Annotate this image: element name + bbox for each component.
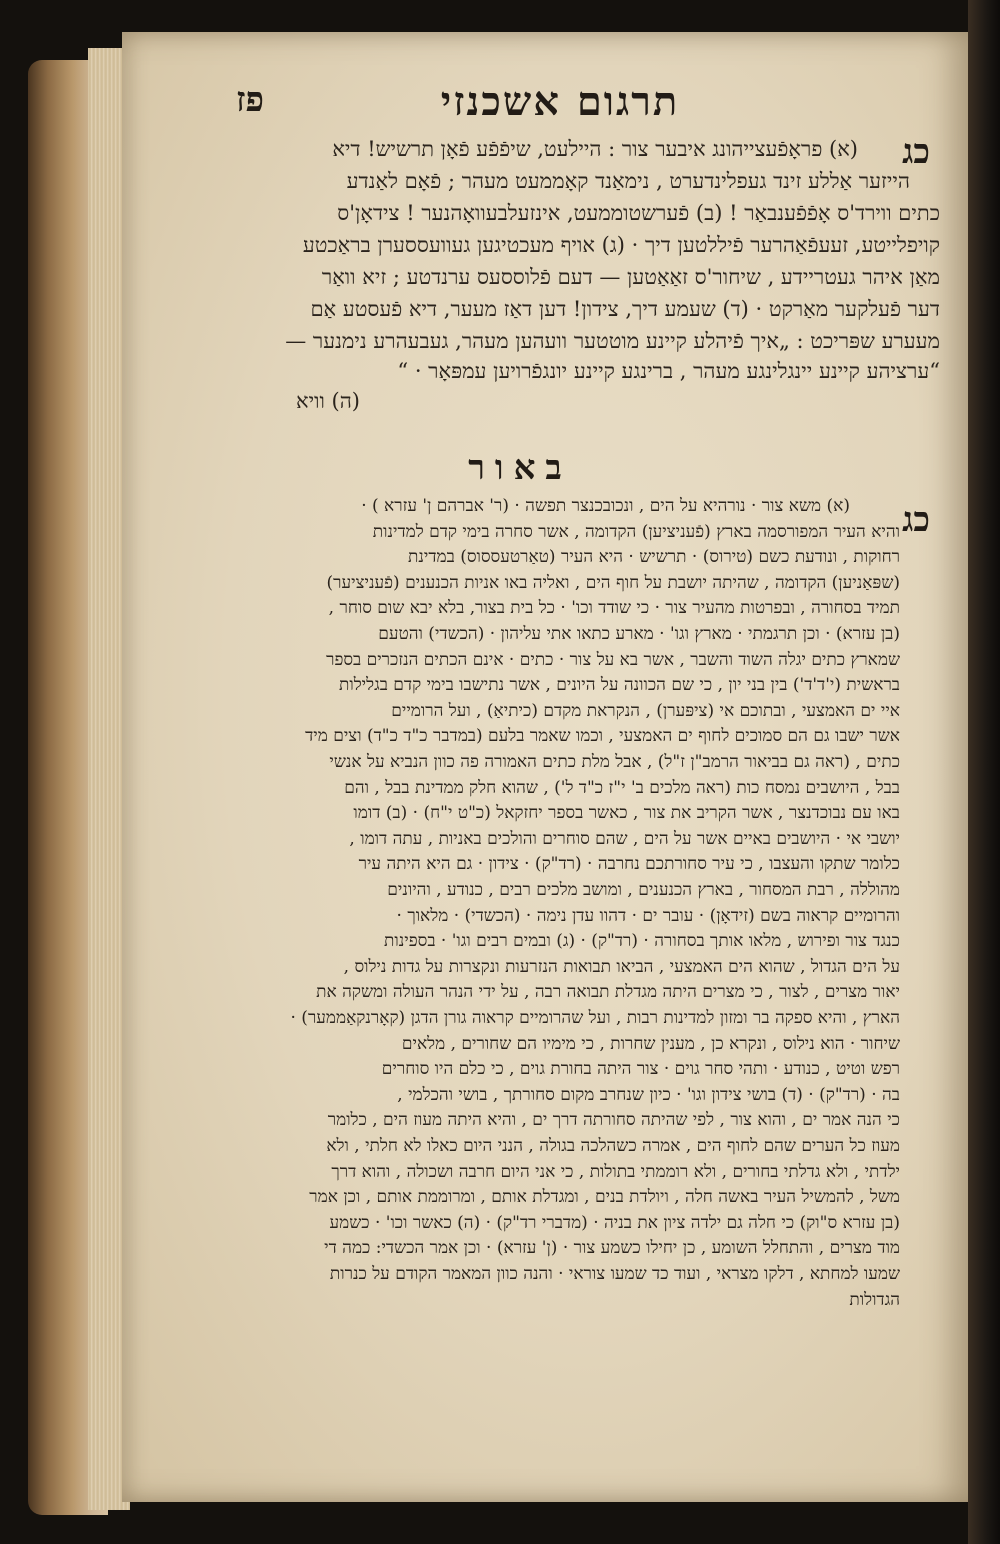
commentary-line: יושבי אי · היושבים באיים אשר על הים , שהם סוחרים והולכים באניות , עתה דומו , [349, 828, 900, 849]
commentary-line: תמיד בסחורה , ובפרטות מהעיר צור · כי שודד וכו' · כל בית בצור, בלא יבא שום סוחר , [328, 598, 900, 619]
commentary-line: בה · (רד"ק) · (ד) בושי צידון וגו' · כיון שנחרב מקום סחורתך , בושי והכלמי , [397, 1084, 900, 1105]
commentary-line: על הים הגדול , שהוא הים האמצעי , הביאו תבואות הנזרעות ונקצרות על גדות נילוס , [343, 956, 900, 977]
commentary-line: הגדולות [849, 1289, 900, 1310]
page-number: פז [236, 80, 264, 120]
commentary-line: יאור מצרים , לצור , כי מצרים היתה מגדלת תבואה רבה , על ידי הנהר העולה ומשקה את [316, 982, 900, 1003]
commentary-line: באו עם נבוכדנצר , אשר הקריב את צור , כאשר בספר יחזקאל (כ"ט י"ח) · (ב) דומו [353, 803, 900, 824]
commentary-line: ילדתי , ולא גדלתי בחורים , ולא רוממתי בתולות , כי אני היום חרבה ושכולה , והוא דרך [331, 1161, 900, 1182]
translation-chapter-number: כג [902, 132, 930, 172]
commentary-line: שיחור · הוא נילוס , ונקרא כן , מענין שחרות , כי מימיו הם שחורים , מלאים [401, 1033, 900, 1054]
commentary-line: הארץ , והיא ספקה בר ומזון למדינות רבות , ועל שהרומיים קראוה גורן הדגן (קאָרנקאַממער) · [290, 1008, 900, 1028]
translation-line: מאַן איהר געטריידע , שיחור'ס זאַאַטען — דעם פֿלוססעס ערנדטע ; זיא וואַר [321, 265, 940, 289]
commentary-line: מהוללה , רבת המסחור , בארץ הכנענים , ומושב מלכים רבים , כנודע , והיונים [387, 880, 900, 900]
commentary-line: והרומיים קראוה בשם (זידאָן) · עובר ים · דהוו עדן נימה · (הכשדי) · מלאוך · [396, 905, 900, 926]
commentary-line: כי הנה אמר ים , והוא צור , לפי שהיתה סחורתה דרך ים , והיא היתה מעוז הים , כלומר [327, 1110, 900, 1131]
commentary-line: (א) משא צור · נורהיא על הים , ונכובכנצר תפשה · (ר' אברהם ן' עזרא ) · [361, 496, 850, 516]
commentary-line: (שפּאַניען) הקדומה , שהיתה יושבת על חוף הים , ואליה באו אניות הכנענים (פֿעניציער) [326, 572, 900, 593]
translation-catchword: (ה) וויא [296, 389, 360, 413]
translation-line: דער פֿעלקער מאַרקט · (ד) שעמע דיך, צידון! דען דאַז מעער, דיא פֿעסטע אַם [310, 297, 940, 321]
commentary-line: משל , להמשיל העיר באשה חלה , ויולדת בנים , ומגדלת אותם , ומרוממת אותם , וכן אמר [309, 1187, 900, 1208]
translation-line: “ערציהע קיינע יינגלינגע מעהר , ברינגע קיינע יונגפֿרויען עמפּאָר · “ [397, 359, 940, 383]
commentary-line: מעוז כל הערים שהם לחוף הים , אמרה כשהלכה בגולה , הנני היום כאלו לא חלתי , ולא [326, 1136, 900, 1156]
commentary-line: בראשית (י'ד'ד') בין בני יון , כי שם הכוונה על היונים , אשר נתישבו בימי קדם בגלילות [339, 675, 900, 696]
commentary-line: כלומר שתקו והעצבו , כי עיר סחורתכם נחרבה · (רד"ק) · צידון · גם היא היתה עיר [358, 854, 900, 875]
translation-line: הייזער אַללע זינד געפלינדערט , נימאַנד קאָממעט מעהר ; פֿאָם לאַנדע [346, 169, 910, 193]
translation-line: קויפלייטע, זעעפֿאַהרער פֿיללטען דיך · (ג) אויף מעכטיגען געוועססערן בראַכטע [302, 233, 940, 257]
commentary-line: (בן עזרא ס"וק) כי חלה גם ילדה ציון את בניה · (מדברי רד"ק) · (ה) כאשר וכו' · כשמע [329, 1212, 900, 1233]
commentary-line: רחוקות , ונודעת כשם (טירוס) · תרשיש · היא העיר (טאַרטעססוס) במדינת [408, 547, 900, 568]
commentary-line: כתים , (ראה גם בביאור הרמב"ן ז"ל) , אבל מלת כתים האמורה פה כוון הנביא על אנשי [329, 752, 900, 772]
running-head: תרגום אשכנזי [440, 78, 680, 125]
commentary-line: בבל , היושבים נמסח כות (ראה מלכים ב' י"ז כ"ד ל') , שהוא חלק ממדינת בבל , והם [344, 777, 900, 798]
translation-line: (א) פראָפֿעצייהונג איבער צור : היילעט, שיפֿפֿע פֿאָן תרשיש! דיא [332, 137, 858, 161]
translation-line: מעערע שפּריכט : „איך פֿיהלע קיינע מוטטער וועהען מעהר, געבעהרע נימנער — [285, 329, 940, 353]
commentary-line: אשר ישבו גם הם סמוכים לחוף ים האמצעי , וכמו שאמר בלעם (במדבר כ"ד כ"ד) וצים מיד [305, 726, 900, 747]
translation-line: כתים ווירד'ס אָפֿפֿענבאַר ! (ב) פֿערשטוממעט, אינזעלבעוואָהנער ! צידאָן'ס [337, 201, 940, 225]
book-gutter [968, 0, 1000, 1544]
commentary-title: באור [468, 448, 572, 488]
commentary-line: איי ים האמצעי , ובתוכם אי (ציפּערן) , הנקראת מקדם (כיתיאַ) , ועל הרומיים [391, 700, 900, 721]
commentary-line: והיא העיר המפורסמה בארץ (פֿעניציען) הקדומה , אשר סחרה בימי קדם למדינות [372, 521, 900, 542]
commentary-line: כנגד צור ופירוש , מלאו אותך בסחורה · (רד"ק) · (ג) ובמים רבים וגו' · בספינות [384, 931, 900, 952]
commentary-line: מוד מצרים , והתחלל השומע , כן יחילו כשמע צור · (ן' עזרא) · וכן אמר הכשדי: כמה די [324, 1238, 900, 1259]
commentary-chapter-number: כג [902, 500, 930, 540]
commentary-line: שמארץ כתים יגלה השוד והשבר , אשר בא על צור · כתים · אינם הכתים הנזכרים בספר [326, 649, 900, 670]
commentary-line: (בן עזרא) · וכן תרגמתי · מארץ וגו' · מארע כתאו אתי עליהון · (הכשדי) והטעם [378, 624, 900, 644]
commentary-line: רפש וטיט , כנודע · ותהי סחר גוים · צור היתה בחורת גוים , כי כלם היו סוחרים [381, 1059, 900, 1080]
commentary-line: שמעו למחתא , דלקו מצראי , ועוד כד שמעו צוראי · והנה כוון המאמר הקודם על כנרות [329, 1264, 900, 1284]
